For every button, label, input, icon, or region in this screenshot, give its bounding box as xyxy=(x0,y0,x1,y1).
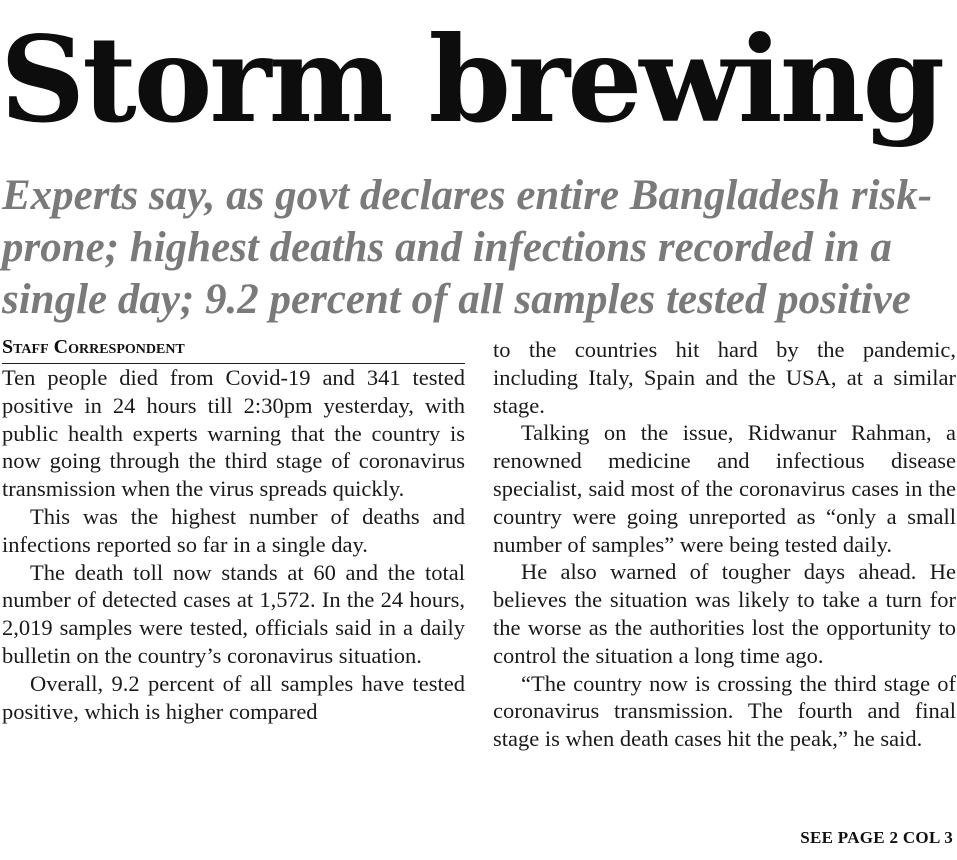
headline: Storm brewing xyxy=(0,10,942,149)
article-paragraph: Ten people died from Covid-19 and 341 tested positive in 24 hours till 2:30pm yesterday, with public health experts warning that the country is now going through the third stage of coronavirus transmission when the virus spreads quickly. xyxy=(2,365,465,502)
article-paragraph: “The country now is crossing the third stage of coronavirus transmission. The fourth and final stage is when death cases hit the peak,” he said. xyxy=(493,670,956,752)
article-paragraph: He also warned of tougher days ahead. He believes the situation was likely to take a turn for the worse as the authorities lost the opportunity to control the situation a long time ago. xyxy=(493,559,956,668)
article-column-left xyxy=(2,336,465,725)
article-paragraph: This was the highest number of deaths and infections reported so far in a single day. xyxy=(2,503,465,557)
article-paragraph: to the countries hit hard by the pandemic, including Italy, Spain and the USA, at a similar stage. xyxy=(493,337,956,418)
article-paragraph: Talking on the issue, Ridwanur Rahman, a renowned medicine and infectious disease specialist, said most of the coronavirus cases in the country were going unreported as “only a small number of samples” were being tested daily. xyxy=(493,420,956,557)
subheadline-deck: Experts say, as govt declares entire Bangladesh risk-prone; highest deaths and infections recorded in a single day; 9.2 percent of all samples tested positive xyxy=(2,172,933,323)
article-paragraph: Overall, 9.2 percent of all samples have tested positive, which is higher compared xyxy=(2,670,465,724)
continued-jump-line: SEE PAGE 2 COL 3 xyxy=(800,828,953,847)
article-column-right xyxy=(493,336,956,753)
byline: Staff Correspondent xyxy=(2,336,465,364)
article-paragraph: The death toll now stands at 60 and the total number of detected cases at 1,572. In the 24 hours, 2,019 samples were tested, officials said in a daily bulletin on the country’s coronavirus situation. xyxy=(2,559,465,668)
